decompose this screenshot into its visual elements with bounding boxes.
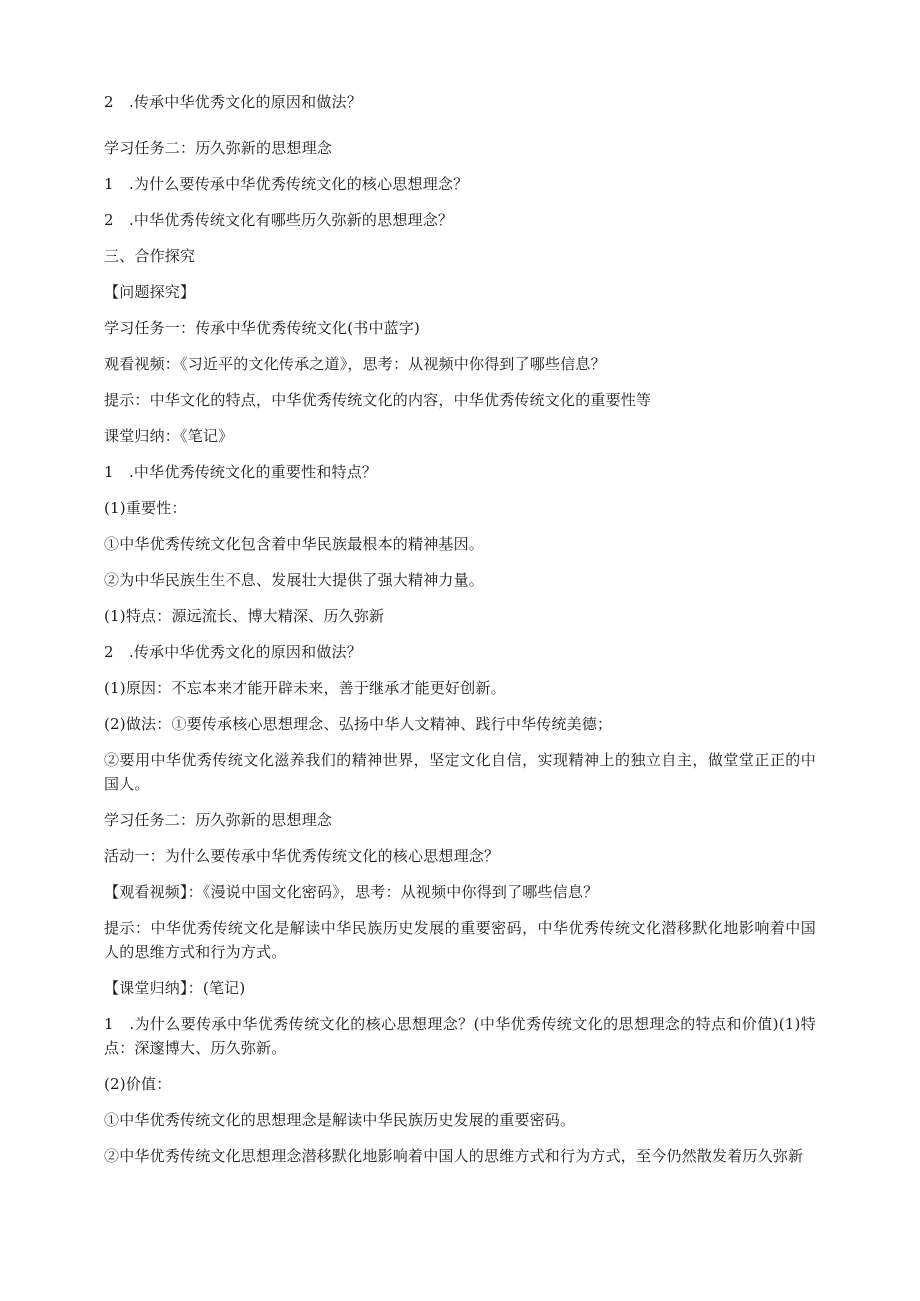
section-heading: 学习任务二：历久弥新的思想理念	[104, 811, 333, 829]
section-heading: 学习任务一：传承中华优秀传统文化(书中蓝字)	[104, 319, 421, 337]
text-line: 提示：中华文化的特点，中华优秀传统文化的内容，中华优秀传统文化的重要性等	[104, 391, 652, 409]
section-heading: 【问题探究】	[104, 283, 196, 301]
text-line: 【课堂归纳】：(笔记)	[104, 979, 246, 997]
text-line: 课堂归纳：《笔记》	[104, 427, 234, 445]
text-line: ①中华优秀传统文化的思想理念是解读中华民族历史发展的重要密码。	[104, 1111, 576, 1129]
text-line: ①中华优秀传统文化包含着中华民族最根本的精神基因。	[104, 535, 485, 553]
text-line: ②为中华民族生生不息、发展壮大提供了强大精神力量。	[104, 571, 485, 589]
text-line: (1)重要性：	[104, 499, 187, 517]
text-line: (2)价值：	[104, 1075, 172, 1093]
text-line: 活动一：为什么要传承中华优秀传统文化的核心思想理念？	[104, 847, 500, 865]
text-line: 【观看视频】：《漫说中国文化密码》，思考：从视频中你得到了哪些信息？	[104, 883, 599, 901]
text-paragraph: ②要用中华优秀传统文化滋养我们的精神世界，坚定文化自信，实现精神上的独立自主，做堂堂正正的中国人。	[104, 751, 816, 793]
text-line: 观看视频：《习近平的文化传承之道》，思考：从视频中你得到了哪些信息？	[104, 355, 606, 373]
text-line: 2 .中华优秀传统文化有哪些历久弥新的思想理念？	[104, 211, 454, 229]
section-heading: 三、合作探究	[104, 247, 196, 265]
text-paragraph: 1 .为什么要传承中华优秀传统文化的核心思想理念？(中华优秀传统文化的思想理念的特点和价值)(1)特点：深邃博大、历久弥新。	[104, 1015, 816, 1057]
text-line: 2 .传承中华优秀文化的原因和做法？	[104, 643, 362, 661]
text-line: 1 .为什么要传承中华优秀传统文化的核心思想理念？	[104, 175, 469, 193]
text-line: (2)做法：①要传承核心思想理念、弘扬中华人文精神、践行中华传统美德；	[104, 715, 613, 733]
text-line: (1)特点：源远流长、博大精深、历久弥新	[104, 607, 385, 625]
text-paragraph: 提示：中华优秀传统文化是解读中华民族历史发展的重要密码，中华优秀传统文化潜移默化地影响着中国人的思维方式和行为方式。	[104, 919, 816, 961]
text-line: (1)原因：不忘本来才能开辟未来，善于继承才能更好创新。	[104, 679, 506, 697]
text-line: 1 .中华优秀传统文化的重要性和特点？	[104, 463, 378, 481]
text-line: ②中华优秀传统文化思想理念潜移默化地影响着中国人的思维方式和行为方式，至今仍然散发着历久弥新	[104, 1147, 804, 1165]
text-line: 2 .传承中华优秀文化的原因和做法？	[104, 93, 362, 111]
section-heading: 学习任务二：历久弥新的思想理念	[104, 139, 333, 157]
